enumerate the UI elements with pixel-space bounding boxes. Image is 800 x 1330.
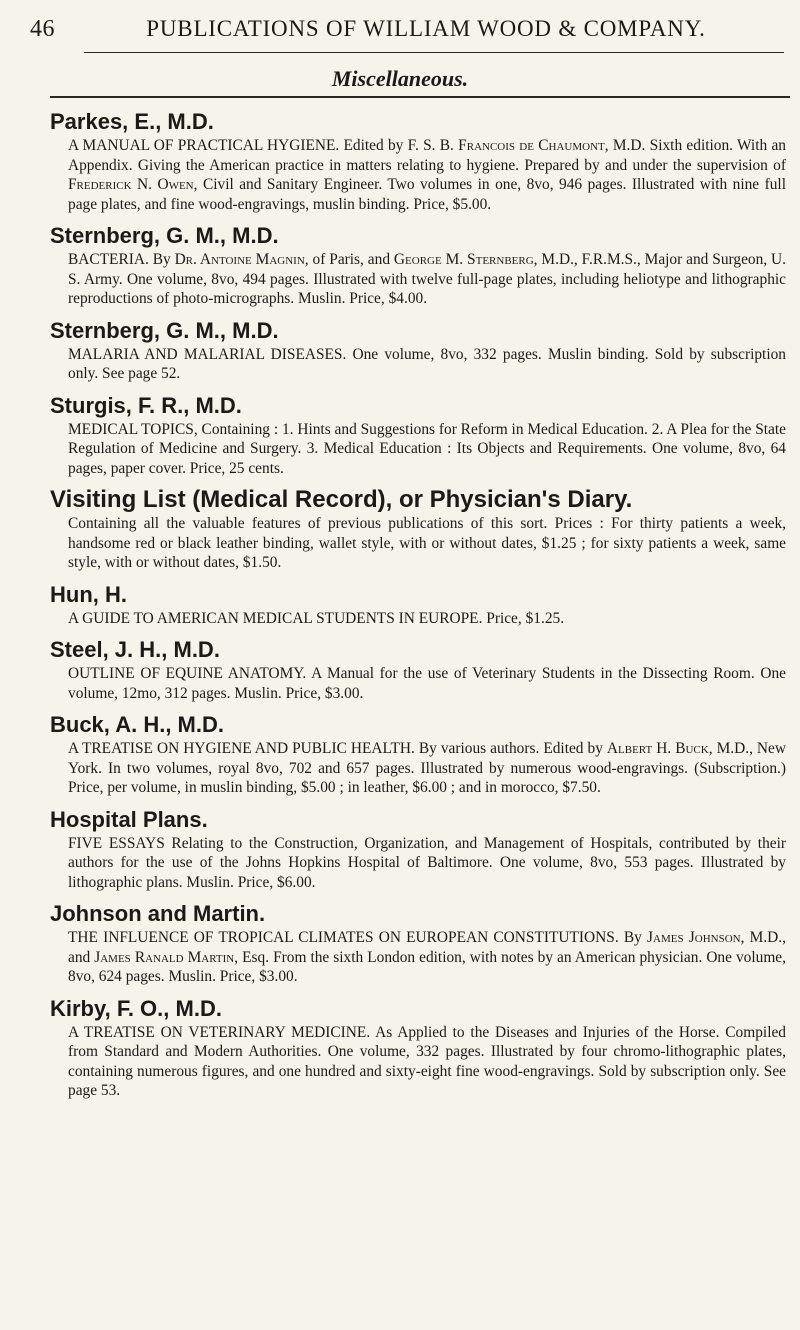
entry-author: Buck, A. H., M.D. xyxy=(50,712,224,737)
entry-description: A TREATISE ON HYGIENE AND PUBLIC HEALTH. By various authors. Edited by Albert H. Buck, M.D., New York. In two volumes, royal 8vo, 702 and 657 pages. Illustrated by numerous wood-engravings. (Subscription.) Price, per volume, in muslin binding, $5.00 ; in leather, $6.00 ; and in morocco, $7.50. xyxy=(68,740,786,796)
entry-description: OUTLINE OF EQUINE ANATOMY. A Manual for the use of Veterinary Students in the Dissecting Room. One volume, 12mo, 312 pages. Muslin. Price, $3.00. xyxy=(68,665,786,702)
catalog-entry xyxy=(50,486,786,573)
catalog-entry xyxy=(50,222,786,309)
catalog-entry xyxy=(50,581,786,629)
page-number: 46 xyxy=(30,16,55,42)
catalog-entries xyxy=(50,108,786,1109)
entry-description: FIVE ESSAYS Relating to the Construction, Organization, and Management of Hospitals, contributed by their authors for the use of the Johns Hopkins Hospital of Baltimore. One volume, 8vo, 553 pages. Illustrated by lithographic plans. Muslin. Price, $6.00. xyxy=(68,834,786,891)
catalog-entry xyxy=(50,317,786,384)
running-head: PUBLICATIONS OF WILLIAM WOOD & COMPANY. xyxy=(146,16,706,41)
catalog-entry xyxy=(50,711,786,798)
entry-author: Hun, H. xyxy=(50,581,127,607)
entry-description: A TREATISE ON VETERINARY MEDICINE. As Applied to the Diseases and Injuries of the Horse. Compiled from Standard and Modern Authorities. One volume, 332 pages. Illustrated by four chromo-lithographic plates, containing numerous figures, and one hundred and sixty-eight fine wood-engravings. Sold by subscription only. See page 53. xyxy=(68,1023,786,1099)
entry-description: BACTERIA. By Dr. Antoine Magnin, of Paris, and George M. Sternberg, M.D., F.R.M.S., Major and Surgeon, U. S. Army. One volume, 8vo, 494 pages. Illustrated with twelve full-page plates, including heliotype and lithographic reproductions of photo-micrographs. Muslin. Price, $4.00. xyxy=(68,251,786,307)
entry-description: MEDICAL TOPICS, Containing : 1. Hints and Suggestions for Reform in Medical Education. 2. A Plea for the State Regulation of Medicine and Surgery. 3. Medical Education : Its Objects and Requirements. One volume, 8vo, 64 pages, paper cover. Price, 25 cents. xyxy=(68,420,786,477)
catalog-entry xyxy=(50,806,786,893)
entry-author: Johnson and Martin. xyxy=(50,901,266,926)
entry-author: Visiting List (Medical Record), or Physician's Diary. xyxy=(50,486,633,513)
catalog-entry xyxy=(50,900,786,987)
header-rule xyxy=(84,52,784,53)
entry-description: MALARIA AND MALARIAL DISEASES. One volume, 8vo, 332 pages. Muslin binding. Sold by subscription only. See page 52. xyxy=(68,345,786,382)
section-rule xyxy=(50,96,790,98)
catalog-entry xyxy=(50,636,786,703)
entry-author: Hospital Plans. xyxy=(50,806,208,832)
catalog-entry xyxy=(50,392,786,479)
entry-description: Containing all the valuable features of previous publications of this sort. Prices : For thirty patients a week, handsome red or black leather binding, wallet style, with or without dates, $1.25 ; for sixty patients a week, same style, with or without dates, $1.50. xyxy=(68,515,786,571)
entry-author: Sternberg, G. M., M.D. xyxy=(50,223,279,248)
entry-description: A GUIDE TO AMERICAN MEDICAL STUDENTS IN EUROPE. Price, $1.25. xyxy=(68,609,565,627)
entry-description: THE INFLUENCE OF TROPICAL CLIMATES ON EUROPEAN CONSTITUTIONS. By James Johnson, M.D., and James Ranald Martin, Esq. From the sixth London edition, with notes by an American physician. One volume, 8vo, 624 pages. Muslin. Price, $3.00. xyxy=(68,929,786,985)
entry-author: Parkes, E., M.D. xyxy=(50,109,214,134)
entry-author: Kirby, F. O., M.D. xyxy=(50,995,222,1021)
entry-author: Steel, J. H., M.D. xyxy=(50,637,220,662)
entry-author: Sternberg, G. M., M.D. xyxy=(50,317,279,343)
section-title: Miscellaneous. xyxy=(331,66,469,91)
entry-description: A MANUAL OF PRACTICAL HYGIENE. Edited by F. S. B. Francois de Chaumont, M.D. Sixth edition. With an Appendix. Giving the American practice in matters relating to hygiene. Prepared by and under the supervision of Frederick N. Owen, Civil and Sanitary Engineer. Two volumes in one, 8vo, 946 pages. Illustrated with nine full page plates, and fine wood-engravings, muslin binding. Price, $5.00. xyxy=(68,137,786,213)
catalog-entry xyxy=(50,108,786,214)
catalog-entry xyxy=(50,995,786,1101)
entry-author: Sturgis, F. R., M.D. xyxy=(50,392,242,418)
